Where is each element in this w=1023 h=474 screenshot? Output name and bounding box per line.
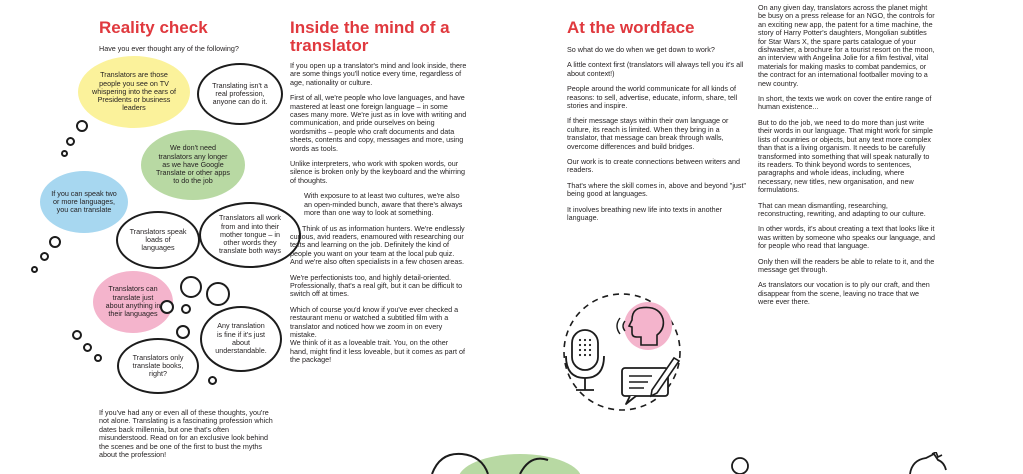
myth-text-whisper: Translators are those people you see on TV whispering into the ears of Presidents or business leaders	[92, 70, 176, 113]
myth-bubble-understandable	[200, 306, 282, 372]
thought-dot	[76, 120, 88, 132]
thought-dot	[83, 343, 92, 352]
thought-dot	[94, 354, 102, 362]
range-of-work-body	[758, 4, 936, 307]
wordface-paragraph: A little context first (translators will always tell you it's all about context!)	[567, 60, 744, 78]
myth-text-understandable: Any translation is fine if it's just about understandable.	[215, 321, 267, 356]
inside-mind-body	[290, 62, 468, 365]
person-hair-icon	[910, 454, 946, 474]
range-paragraph: That can mean dismantling, researching, reconstructing, rewriting, and adapting to our culture.	[758, 200, 926, 218]
thought-dot	[180, 276, 202, 298]
inside-mind-paragraph: With exposure to at least two cultures, we're also an open-minded bunch, aware that there's always more than one way to look at something.	[304, 191, 463, 218]
myth-text-just-about-anything: Translators can translate just about anything in their languages	[105, 284, 161, 319]
wordface-paragraph: If their message stays within their own language or culture, its reach is limited. When they bring in a translator, that message can break through walls, overcome differences and build bridges.	[567, 116, 729, 151]
inside-mind-paragraph: First of all, we're people who love languages, and have mastered at least one foreign language – in some cases many more. We're just as in love with writing and communication, and pride ourselves on being wordsmiths – people who craft documents and data sheets, contents and copy, messages and more, using words as tools.	[290, 93, 467, 153]
thought-dot	[49, 236, 61, 248]
myth-text-only-books: Translators only translate books, right?	[132, 352, 184, 379]
thought-dot	[160, 300, 174, 314]
reality-check-title: Reality check	[99, 18, 208, 37]
myth-bubble-google-translate	[141, 130, 245, 200]
myth-text-real-profession: Translating isn't a real profession, anyone can do it.	[212, 80, 268, 107]
myth-bubble-mother-tongue	[199, 202, 301, 268]
wordface-title: At the wordface	[567, 18, 695, 37]
myth-text-two-languages: If you can speak two or more languages, you can translate	[51, 188, 117, 215]
wordface-paragraph: People around the world communicate for all kinds of reasons: to sell, advertise, educate, inform, share, tell stories and inspire.	[567, 84, 738, 111]
thought-dot	[206, 282, 230, 306]
inside-mind-paragraph: Which of course you'd know if you've ever checked a restaurant menu or watched a subtitled film with a translator and noticed how we zoom in on every mistake. We think of it as a loveable trait. You, on the other hand, might find it less loveable, but it comes as part of the package!	[290, 304, 465, 365]
translation-illustration	[556, 286, 696, 420]
inside-mind-paragraph: If you open up a translator's mind and look inside, there are some things you'll notice every time, regardless of age, nationality or culture.	[290, 61, 467, 87]
myth-bubble-real-profession	[197, 63, 283, 125]
range-paragraph: But to do the job, we need to do more than just write their words in our language. That might work for simple lists of countries or objects, but any text more complex than that is a living organism. It needs to be carefully transformed into something that will speak naturally to its readers. To think beyond words to sentences, paragraphs and whole ideas, including, where necessary, new titles, new organisation, and new formulations.	[758, 117, 933, 195]
inside-mind-paragraph: We're perfectionists too, and highly detail-oriented. Professionally, that's a real gift, but it can be difficult to switch off at times.	[290, 272, 463, 299]
thought-dot	[31, 266, 38, 273]
range-paragraph: In other words, it's about creating a text that looks like it was written by someone who speaks our language, and for people who read that language.	[758, 224, 935, 251]
wordface-paragraph: It involves breathing new life into texts in another language.	[567, 204, 723, 223]
thought-dot	[61, 150, 68, 157]
green-blob-icon	[458, 454, 580, 474]
thought-dot	[176, 325, 190, 339]
wordface-paragraph: Our work is to create connections between writers and readers.	[567, 157, 740, 175]
microphone-icon	[566, 330, 604, 390]
myth-bubble-whisper	[78, 56, 190, 128]
thought-dot	[208, 376, 217, 385]
range-paragraph: As translators our vocation is to ply our craft, and then disappear from the scene, leaving no trace that we were ever there.	[758, 280, 930, 307]
bottom-people-illustration	[720, 452, 960, 474]
myth-text-google-translate: We don't need translators any longer as we have Google Translate or other apps to do the job	[155, 143, 231, 186]
reality-check-subtitle: Have you ever thought any of the following?	[99, 44, 239, 53]
wordface-paragraph: That's where the skill comes in, above and beyond "just" being good at languages.	[567, 180, 747, 199]
speaking-head-icon	[617, 302, 672, 350]
inside-mind-title-line2: translator	[290, 36, 369, 55]
thought-dot	[181, 304, 191, 314]
range-paragraph: On any given day, translators across the planet might be busy on a press release for an NGO, the controls for an exciting new app, the patent for a time machine, the story of Harry Potter's daughters, Mongolian subtitles for Star Wars X, the spare parts catalogue of your dishwasher, a brochure for a tourist resort on the moon, an interview with Angelina Jolie for a film festival, vital materials for making masks to combat pandemics, or the contract for an international footballer moving to a new country.	[758, 3, 935, 88]
inside-mind-paragraph: Think of us as information hunters. We're endlessly curious, avid readers, enamoured with researching our texts and learning on the job. Definitely the kind of people you want on your team at the local pub quiz. And we're also often specialists in a few chosen areas.	[290, 223, 465, 267]
range-paragraph: In short, the texts we work on cover the entire range of human existence...	[758, 94, 932, 112]
range-paragraph: Only then will the readers be able to relate to it, and the message get through.	[758, 256, 935, 274]
thought-dot	[66, 137, 75, 146]
myth-bubble-only-books	[117, 338, 199, 394]
bottom-figure-illustration	[420, 446, 580, 474]
person-head-icon	[732, 458, 748, 474]
myth-text-mother-tongue: Translators all work from and into their mother tongue – in other words they translate both ways	[218, 213, 282, 256]
wordface-body	[567, 46, 747, 223]
thought-dot	[40, 252, 49, 261]
chat-pen-icon	[622, 358, 679, 404]
myth-bubble-two-languages	[40, 171, 128, 233]
wordface-paragraph: So what do we do when we get down to work?	[567, 45, 715, 54]
inside-mind-title	[290, 19, 490, 55]
reality-check-closing: If you've had any or even all of these thoughts, you're not alone. Translating is a fascinating profession which dates back millennia, but one that's often misunderstood. Read on for an exclusive look behind the scenes and be one of the first to bust the myths about the profession!	[99, 408, 273, 460]
inside-mind-title-line1: Inside the mind of a	[290, 18, 450, 37]
thought-dot	[72, 330, 82, 340]
myth-text-loads-of-languages: Translators speak loads of languages	[129, 226, 187, 253]
inside-mind-paragraph: Unlike interpreters, who work with spoken words, our silence is broken only by the keyboard and the whirring of thoughts.	[290, 159, 465, 185]
myth-bubble-loads-of-languages	[116, 211, 200, 269]
